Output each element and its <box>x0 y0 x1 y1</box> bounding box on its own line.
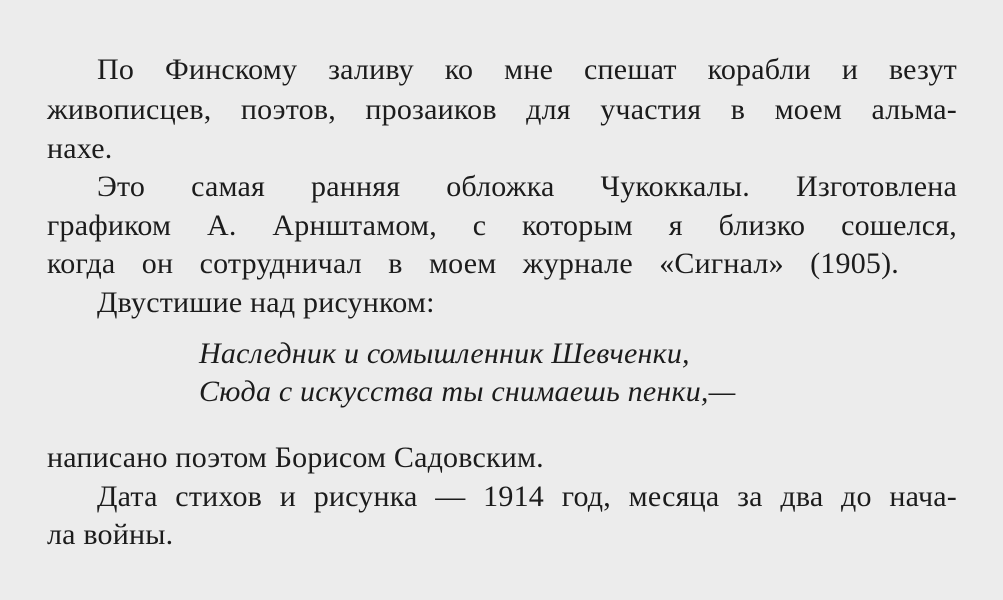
paragraph-2-line-2: графиком А. Арнштамом, с которым я близко сошелся, <box>47 209 957 242</box>
paragraph-3-line-1: Двустишие над рисунком: <box>97 286 435 319</box>
paragraph-4-line-1: написано поэтом Борисом Садовским. <box>47 441 544 474</box>
verse-line-1: Наследник и сомышленник Шевченки, <box>199 337 690 370</box>
paragraph-5-line-2: ла войны. <box>47 518 174 551</box>
paragraph-1-line-1: По Финскому заливу ко мне спешат корабли и везут <box>97 53 957 86</box>
verse-line-2: Сюда с искусства ты снимаешь пенки,— <box>199 375 736 408</box>
paragraph-1-line-3: нахе. <box>47 132 113 165</box>
paragraph-1-line-2: живописцев, поэтов, прозаиков для участия в моем альма- <box>47 93 957 126</box>
paragraph-2-line-3: когда он сотрудничал в моем журнале «Сигнал» (1905). <box>47 247 899 280</box>
paragraph-5-line-1: Дата стихов и рисунка — 1914 год, месяца за два до нача- <box>97 480 957 513</box>
paragraph-2-line-1: Это самая ранняя обложка Чукоккалы. Изготовлена <box>97 170 957 203</box>
